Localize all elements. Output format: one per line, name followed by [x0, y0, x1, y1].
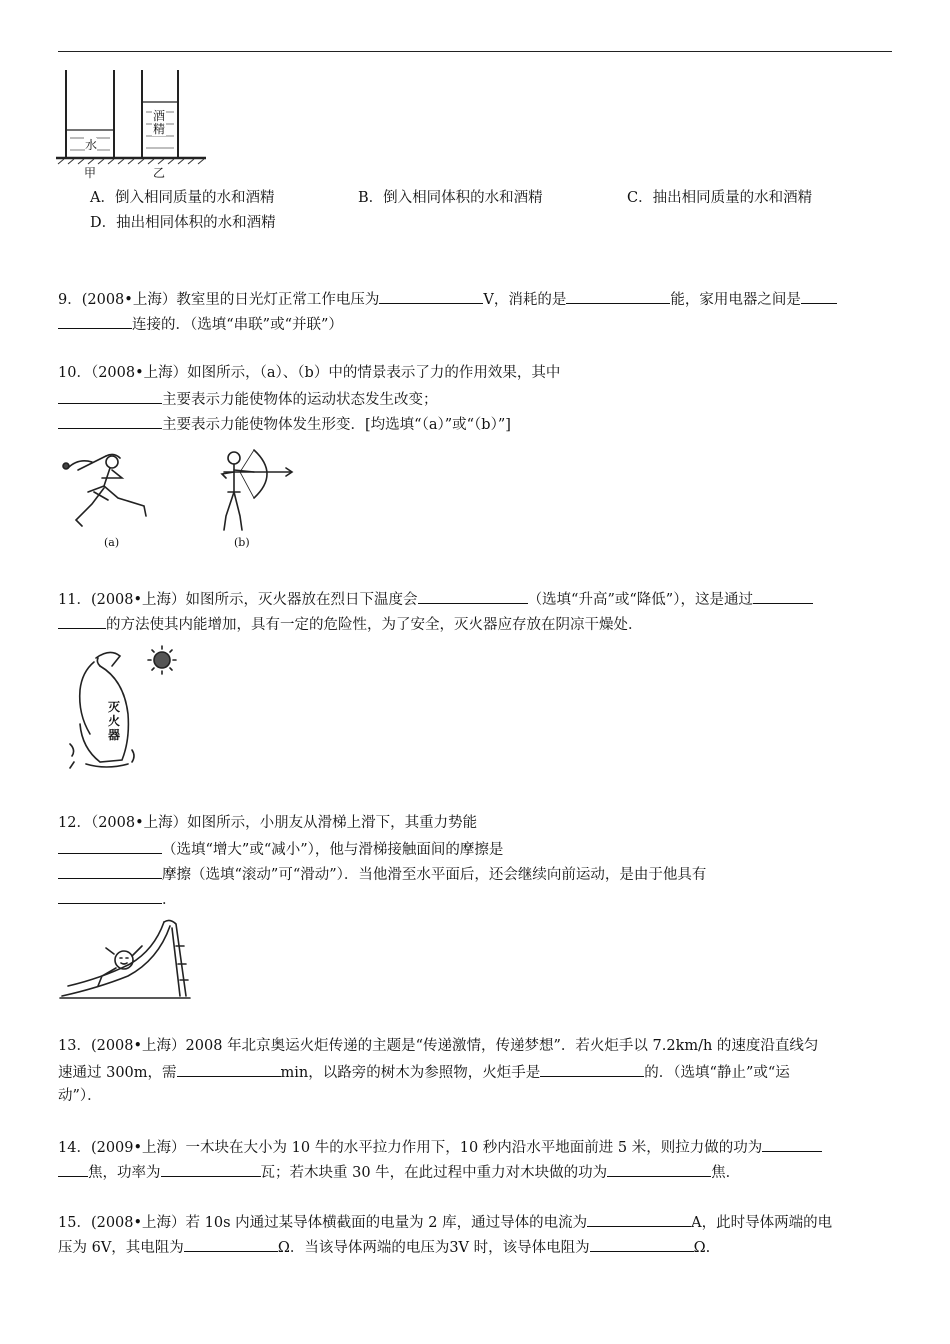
q12-text-2: （选填“增大”或“减小”），他与滑梯接触面间的摩擦是 [162, 842, 504, 858]
archer-illustration [210, 446, 300, 536]
q14-text-3: 瓦；若木块重 30 牛，在此过程中重力对木块做的功为 [260, 1165, 608, 1181]
q10-text-3: 主要表示力能使物体发生形变．[均选填“（a）”或“（b）”] [162, 417, 511, 433]
q13-text-3: min，以路旁的树木为参照物，火炬手是 [280, 1065, 541, 1081]
q9-text-1: 9．(2008•上海）教室里的日光灯正常工作电压为 [58, 292, 380, 308]
q15-text-2: A，此时导体两端的电 [691, 1215, 833, 1231]
q11-text-3: 的方法使其内能增加，具有一定的危险性，为了安全，灭火器应存放在阴凉干燥处． [106, 617, 643, 633]
q10-text-2: 主要表示力能使物体的运动状态发生改变； [162, 392, 438, 408]
answer-blank[interactable] [161, 1161, 261, 1177]
q13-line-2 [58, 1061, 790, 1083]
q14-text-2: 焦，功率为 [88, 1165, 161, 1181]
figure-a-caption: (a) [104, 536, 120, 549]
answer-blank[interactable] [590, 1236, 694, 1252]
answer-blank[interactable] [587, 1211, 691, 1227]
header-rule [58, 51, 892, 52]
extinguisher-illustration [66, 644, 186, 774]
answer-blank[interactable] [58, 1161, 88, 1177]
answer-blank[interactable] [607, 1161, 711, 1177]
answer-blank[interactable] [58, 888, 162, 904]
extinguisher-label: 灭火器 [108, 700, 121, 742]
answer-blank[interactable] [58, 838, 162, 854]
answer-blank[interactable] [753, 588, 813, 604]
slide-illustration [58, 916, 194, 1002]
q15-line-1 [58, 1211, 832, 1233]
q14-line-1 [58, 1136, 822, 1158]
q15-line-2 [58, 1236, 710, 1258]
q15-text-5: Ω. [693, 1240, 711, 1256]
answer-blank[interactable] [177, 1061, 281, 1077]
q10-line-2 [58, 388, 438, 410]
q13-text-4: 的．（选填“静止”或“运 [644, 1065, 790, 1081]
alcohol-label: 酒精 [152, 109, 165, 136]
figure-b-caption: (b) [234, 536, 250, 549]
q12-text-4: ． [162, 892, 177, 908]
water-label: 水 [85, 138, 98, 152]
containers-figure [56, 66, 216, 182]
answer-blank[interactable] [540, 1061, 644, 1077]
q11-text-2: （选填“升高”或“降低”），这是通过 [527, 592, 753, 608]
answer-blank[interactable] [801, 288, 837, 304]
batter-illustration [58, 448, 158, 534]
q14-text-4: 焦． [711, 1165, 741, 1181]
q12-line-1: 12．（2008•上海）如图所示，小朋友从滑梯上滑下，其重力势能 [58, 815, 478, 831]
answer-blank[interactable] [418, 588, 528, 604]
q9-text-4: 连接的．（选填“串联”或“并联”） [132, 317, 343, 333]
q14-line-2 [58, 1161, 740, 1183]
q12-line-2 [58, 838, 503, 860]
q9-text-2: V，消耗的是 [483, 292, 567, 308]
q14-text-1: 14．(2009•上海）一木块在大小为 10 牛的水平拉力作用下，10 秒内沿水平地面前进 5 米，则拉力做的功为 [58, 1140, 763, 1156]
q8-option-b: B．倒入相同体积的水和酒精 [358, 190, 543, 206]
q11-line-1 [58, 588, 813, 610]
q9-text-3: 能，家用电器之间是 [670, 292, 801, 308]
q11-line-2 [58, 613, 643, 635]
q8-option-c: C．抽出相同质量的水和酒精 [627, 190, 813, 206]
answer-blank[interactable] [58, 413, 162, 429]
q10-line-1: 10．（2008•上海）如图所示，（a）、（b）中的情景表示了力的作用效果，其中 [58, 365, 561, 381]
q8-option-a: A．倒入相同质量的水和酒精 [90, 190, 275, 206]
answer-blank[interactable] [379, 288, 483, 304]
container-jia-label: 甲 [84, 166, 97, 180]
q10-line-3 [58, 413, 511, 435]
q15-text-3: 压为 6V，其电阻为 [58, 1240, 184, 1256]
container-yi-label: 乙 [153, 166, 166, 180]
q8-option-d: D．抽出相同体积的水和酒精 [90, 215, 276, 231]
q9-line-1 [58, 288, 837, 310]
answer-blank[interactable] [58, 388, 162, 404]
answer-blank[interactable] [58, 863, 162, 879]
q11-text-1: 11．(2008•上海）如图所示，灭火器放在烈日下温度会 [58, 592, 418, 608]
q13-line-1: 13．(2008•上海）2008 年北京奥运火炬传递的主题是“传递激情，传递梦想”．若火炬手以 7.2km/h 的速度沿直线匀 [58, 1038, 819, 1054]
q13-line-3: 动”）． [58, 1088, 102, 1104]
q9-line-2 [58, 313, 343, 335]
q12-line-3 [58, 863, 706, 885]
q15-text-4: Ω．当该导体两端的电压为3V 时，该导体电阻为 [277, 1240, 590, 1256]
answer-blank[interactable] [184, 1236, 278, 1252]
q13-text-2: 速通过 300m，需 [58, 1065, 177, 1081]
answer-blank[interactable] [566, 288, 670, 304]
q12-line-4 [58, 888, 177, 910]
answer-blank[interactable] [762, 1136, 822, 1152]
answer-blank[interactable] [58, 313, 132, 329]
answer-blank[interactable] [58, 613, 106, 629]
q12-text-3: 摩擦（选填“滚动”可“滑动”）．当他滑至水平面后，还会继续向前运动，是由于他具有 [162, 867, 707, 883]
q15-text-1: 15．(2008•上海）若 10s 内通过某导体横截面的电量为 2 库，通过导体的电流为 [58, 1215, 588, 1231]
